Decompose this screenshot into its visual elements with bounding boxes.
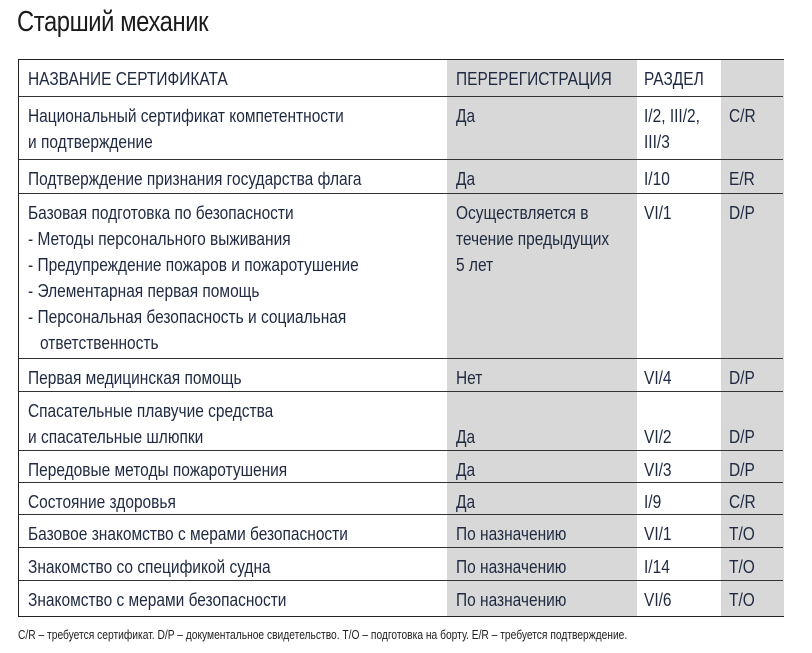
certificate-name [28,457,287,483]
certificate-name-line: и подтверждение [28,132,153,152]
certificate-name-line: - Предупреждение пожаров и пожаротушение [28,255,359,275]
renewal-value-line: Да [456,106,476,126]
renewal-value-line: 5 лет [456,255,494,275]
certificate-name-line: Базовое знакомство с мерами безопасности [28,524,348,544]
certificate-name [28,103,344,155]
renewal-value-line: Нет [456,368,483,388]
renewal-value-line: течение предыдущих [456,229,610,249]
code-value [729,365,755,391]
code-value [729,166,755,192]
code-value [729,521,755,547]
code-value [729,554,755,580]
renewal-value [456,365,482,391]
table-row [19,451,783,483]
certificate-name [28,587,286,613]
code-value-line: D/P [729,203,755,223]
code-value [729,587,755,613]
renewal-value-line: Осуществляется в [456,203,589,223]
code-value [729,457,755,483]
certificate-name [28,554,271,580]
certificate-name-line: Знакомство со спецификой судна [28,557,271,577]
code-value-line: C/R [729,106,756,126]
renewal-value-line: Да [456,460,476,480]
section-value [644,200,672,226]
code-value-line: E/R [729,169,755,189]
page-title: Старший механик [17,6,209,38]
header-certificate-name: НАЗВАНИЕ СЕРТИФИКАТА [28,69,228,89]
legend-footnote: C/R – требуется сертификат. D/P – документальное свидетельство. T/O – подготовка на борту. E/R – требуется подтверждение. [18,628,628,642]
certificate-name-line: и спасательные шлюпки [28,427,204,447]
certificate-name [28,521,348,547]
renewal-value [456,166,475,192]
certificate-name-line: Подтверждение признания государства флага [28,169,362,189]
renewal-value [456,587,566,613]
table-row [19,194,783,359]
section-value [644,489,661,515]
table-row [19,160,783,194]
certificate-name [28,200,359,356]
code-value [729,200,755,226]
section-value [644,166,670,192]
certificate-name-line: Спасательные плавучие средства [28,401,274,421]
renewal-value [456,103,475,129]
certificate-name-line: - Элементарная первая помощь [28,281,260,301]
certificate-name-line: ответственность [40,333,159,353]
section-value-line: VI/2 [644,427,672,447]
certificate-name-line: Передовые методы пожаротушения [28,460,288,480]
renewal-value-line: По назначению [456,524,567,544]
section-value-line: I/9 [644,492,662,512]
code-value-line: C/R [729,492,756,512]
table-row [19,359,783,392]
certificate-name [28,489,176,515]
table-row [19,97,783,160]
section-value [644,521,672,547]
table-row [19,515,783,548]
code-value-line: D/P [729,460,755,480]
table-row [19,483,783,515]
renewal-value-line: Да [456,427,476,447]
code-value-line: D/P [729,427,755,447]
section-value [644,365,672,391]
section-value-line: VI/1 [644,203,672,223]
code-value [729,489,756,515]
certificate-name-line: Знакомство с мерами безопасности [28,590,287,610]
code-value-line: T/O [729,557,755,577]
renewal-value [456,398,475,450]
section-value-line: I/14 [644,557,670,577]
renewal-value [456,200,609,278]
certificate-name-line: - Персональная безопасность и социальная [28,307,347,327]
certificates-table [18,59,784,617]
certificate-name [28,365,242,391]
certificate-name-line: Национальный сертификат компетентности [28,106,344,126]
header-section: РАЗДЕЛ [644,69,704,89]
renewal-value-line: Да [456,492,476,512]
certificate-name [28,398,273,450]
renewal-value [456,554,566,580]
code-value-line: T/O [729,590,755,610]
table-header [19,60,783,97]
certificate-name-line: Первая медицинская помощь [28,368,242,388]
renewal-value-line: Да [456,169,476,189]
code-value [729,398,755,450]
section-value [644,398,672,450]
code-value-line: D/P [729,368,755,388]
renewal-value-line: По назначению [456,590,567,610]
renewal-value [456,521,566,547]
section-value-line: I/2, III/2, [644,106,700,126]
table-row [19,392,783,451]
certificate-name-line: Состояние здоровья [28,492,176,512]
table-row [19,548,783,581]
section-value-line: VI/4 [644,368,672,388]
header-renewal: ПЕРЕРЕГИСТРАЦИЯ [456,69,612,89]
code-value-line: T/O [729,524,755,544]
section-value-line: VI/1 [644,524,672,544]
section-value-line: III/3 [644,132,670,152]
renewal-value [456,489,475,515]
certificate-name [28,166,362,192]
section-value-line: I/10 [644,169,670,189]
section-value-line: VI/3 [644,460,672,480]
code-value [729,103,756,129]
certificate-name-line: Базовая подготовка по безопасности [28,203,294,223]
certificate-name-line: - Методы персонального выживания [28,229,291,249]
section-value [644,103,700,155]
section-value-line: VI/6 [644,590,672,610]
section-value [644,457,672,483]
section-value [644,554,670,580]
table-row [19,581,783,618]
renewal-value [456,457,475,483]
section-value [644,587,672,613]
renewal-value-line: По назначению [456,557,567,577]
